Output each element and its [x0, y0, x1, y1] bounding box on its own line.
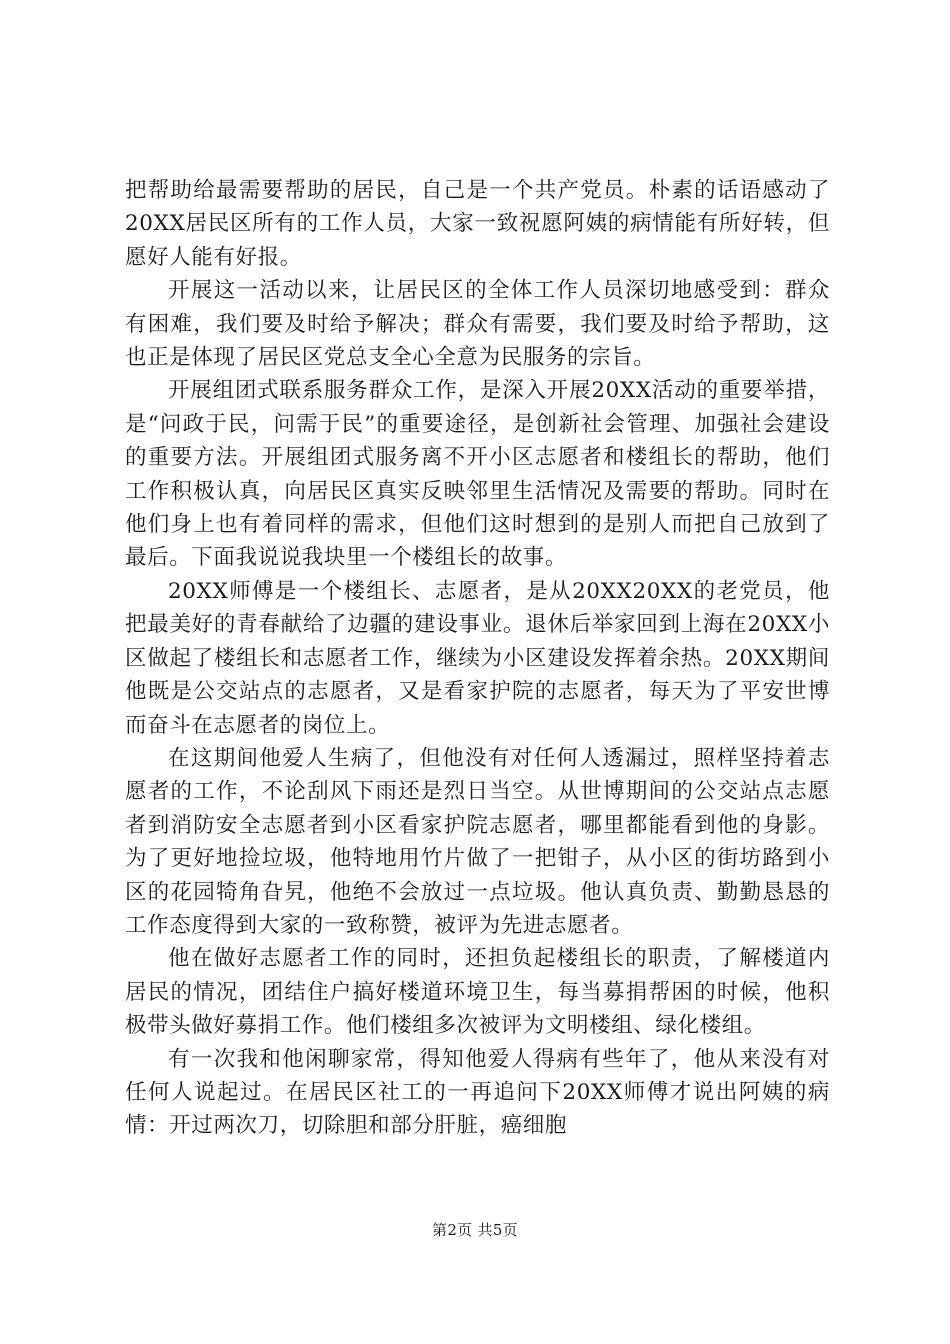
paragraph-5: 在这期间他爱人生病了，但他没有对任何人透漏过，照样坚持着志愿者的工作，不论刮风下雨还是烈日当空。从世博期间的公交站点志愿者到消防安全志愿者到小区看家护院志愿者，哪里都能看到他的身影。为了更好地捡垃圾，他特地用竹片做了一把钳子，从小区的街坊路到小区的花园犄角旮旯，他绝不会放过一点垃圾。他认真负责、勤勤恳恳的工作态度得到大家的一致称赞，被评为先进志愿者。	[125, 745, 830, 938]
paragraph-6: 他在做好志愿者工作的同时，还担负起楼组长的职责，了解楼道内居民的情况，团结住户搞好楼道环境卫生，每当募捐帮困的时候，他积极带头做好募捐工作。他们楼组多次被评为文明楼组、绿化楼组。	[125, 946, 830, 1039]
paragraph-7: 有一次我和他闲聊家常，得知他爱人得病有些年了，他从来没有对任何人说起过。在居民区社工的一再追问下20XX师傅才说出阿姨的病情：开过两次刀，切除胆和部分肝脏，癌细胞	[125, 1046, 830, 1139]
paragraph-2: 开展这一活动以来，让居民区的全体工作人员深切地感受到：群众有困难，我们要及时给予解决；群众有需要，我们要及时给予帮助，这也正是体现了居民区党总支全心全意为民服务的宗旨。	[125, 278, 830, 371]
paragraph-4: 20XX师傅是一个楼组长、志愿者，是从20XX20XX的老党员，他把最美好的青春献给了边疆的建设事业。退休后举家回到上海在20XX小区做起了楼组长和志愿者工作，继续为小区建设发挥着余热。20XX期间他既是公交站点的志愿者，又是看家护院的志愿者，每天为了平安世博而奋斗在志愿者的岗位上。	[125, 578, 830, 738]
paragraph-3: 开展组团式联系服务群众工作，是深入开展20XX活动的重要举措，是“问政于民，问需于民”的重要途径，是创新社会管理、加强社会建设的重要方法。开展组团式服务离不开小区志愿者和楼组长的帮助，他们工作积极认真，向居民区真实反映邻里生活情况及需要的帮助。同时在他们身上也有着同样的需求，但他们这时想到的是别人而把自己放到了最后。下面我说说我块里一个楼组长的故事。	[125, 378, 830, 571]
document-body	[125, 174, 830, 1143]
paragraph-1: 把帮助给最需要帮助的居民，自己是一个共产党员。朴素的话语感动了20XX居民区所有的工作人员，大家一致祝愿阿姨的病情能有所好转，但愿好人能有好报。	[125, 178, 830, 270]
page-footer: 第2页 共5页	[432, 1221, 518, 1239]
